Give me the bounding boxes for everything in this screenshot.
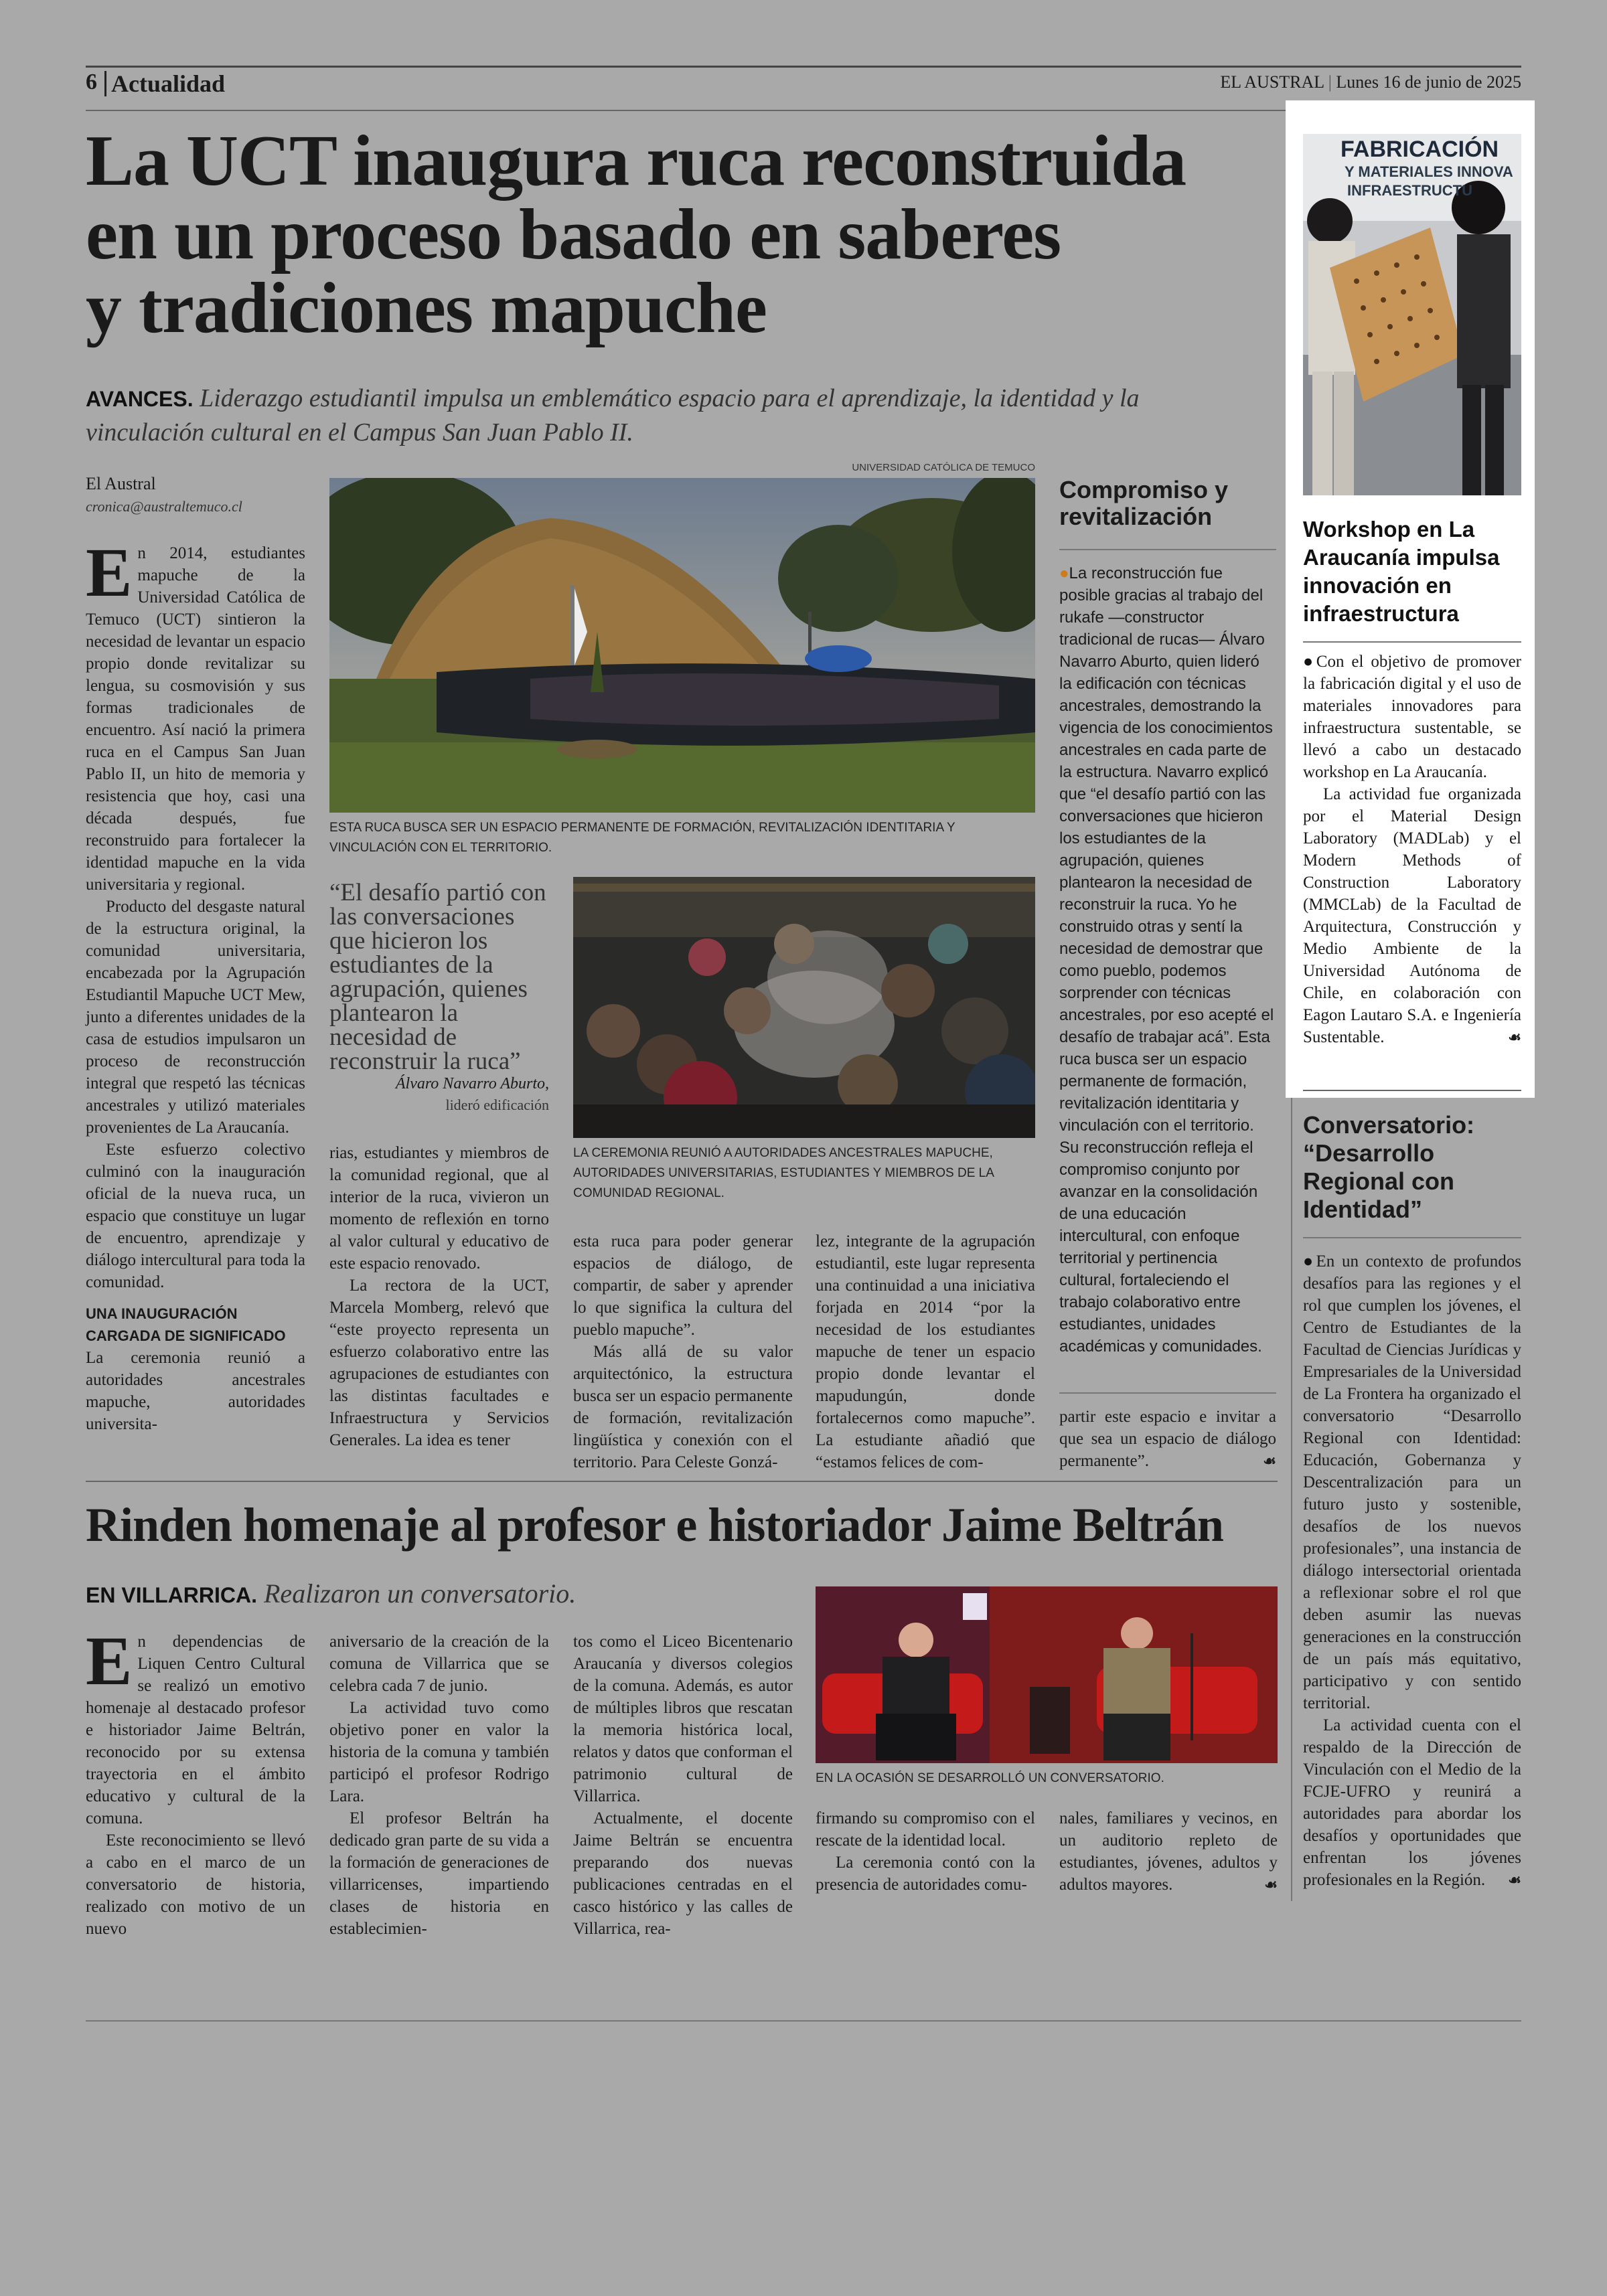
photo-credit: UNIVERSIDAD CATÓLICA DE TEMUCO	[852, 462, 1035, 473]
end-mark-icon: ☙	[1263, 1453, 1276, 1469]
paragraph: En un contexto de profundos desafíos para las regiones y el rol que cumplen los jóvenes, el Centro de Estudiantes de la Facultad de Ciencias Jurídicas y Empresariales de la Universidad de La Frontera ha organizado el conversatorio “Desarrollo Regional con Identidad: Educación, Gobernanza y Descentralización para un futuro justo y sostenible, desafíos de los nuevos profesionales”, una instancia de diálogo intersectorial orientada a reflexionar sobre el rol que deben asumir las nuevas generaciones en la construcción de un país más equitativo, participativo y con sentido territorial.	[1303, 1252, 1521, 1712]
bullet-icon: ●	[1303, 1252, 1316, 1270]
paragraph: rias, estudiantes y miembros de la comunidad regional, que al interior de la ruca, vivieron un momento de reflexión en torno al valor cultural y educativo de este espacio renovado.	[329, 1144, 549, 1273]
article-column-4	[816, 1230, 1035, 1473]
page-number: 6	[86, 70, 97, 94]
second-column-2	[329, 1631, 549, 1940]
byline-email: cronica@australtemuco.cl	[86, 498, 242, 515]
second-headline: Rinden homenaje al profesor e historiador Jaime Beltrán	[86, 1498, 1223, 1552]
workshop-title: Workshop en La Araucanía impulsa innovación en infraestructura	[1303, 517, 1500, 626]
kicker: EN VILLARRICA.	[86, 1583, 257, 1607]
paragraph: aniversario de la creación de la comuna de Villarrica que se celebra cada 7 de junio.	[329, 1633, 549, 1695]
workshop-body	[1303, 651, 1521, 1048]
second-column-5	[1059, 1807, 1278, 1896]
photo1-caption: ESTA RUCA BUSCA SER UN ESPACIO PERMANENTE DE FORMACIÓN, REVITALIZACIÓN IDENTITARIA Y VINCULACIÓN CON EL TERRITORIO.	[329, 821, 955, 855]
paragraph: Más allá de su valor arquitectónico, la estructura busca ser un espacio permanente de formación, revitalización lingüística y conexión con el territorio. Para Celeste Gonzá-	[573, 1343, 793, 1471]
paragraph: n dependencias de Liquen Centro Cultural se realizó un emotivo homenaje al destacado profesor e historiador Jaime Beltrán, reconocido por su extensa trayectoria en el ámbito educativo y cultural de la comuna.	[86, 1633, 305, 1827]
workshop-banner-line-2: Y MATERIALES INNOVA	[1345, 163, 1513, 180]
bullet-icon: ●	[1303, 653, 1316, 671]
issue-date: Lunes 16 de junio de 2025	[1336, 72, 1521, 92]
conversatorio-title: Conversatorio: “Desarrollo Regional con Identidad”	[1303, 1111, 1475, 1223]
paragraph: esta ruca para poder generar espacios de diálogo, de compartir, de saber y aprender lo que significa la cultura del pueblo mapuche”.	[573, 1232, 793, 1339]
headline-line-1: La UCT inaugura ruca reconstruida	[86, 121, 1187, 201]
dropcap: E	[86, 1623, 133, 1700]
article-column-2	[329, 1142, 549, 1451]
paragraph: La rectora de la UCT, Marcela Momberg, relevó que “este proyecto representa un esfuerzo colaborativo entre las agrupaciones de estudiantes con las distintas facultades e Infraestructura y Servicios Generales. La idea es tener	[329, 1277, 549, 1449]
paragraph: Actualmente, el docente Jaime Beltrán se encuentra preparando dos nuevas publicaciones centradas en el casco histórico y las calles de Villarrica, rea-	[573, 1809, 793, 1938]
paragraph: Este esfuerzo colectivo culminó con la inauguración oficial de la nueva ruca, un espacio que constituye un lugar de encuentro, aprendizaje y diálogo intercultural para toda la comunidad.	[86, 1141, 305, 1291]
byline-name: El Austral	[86, 474, 156, 493]
paragraph: La actividad cuenta con el respaldo de la Dirección de Vinculación con el Medio de la FCJE-UFRO y reunirá a autoridades para abordar los desafíos y oportunidades que enfrentan los jóvenes profesionales en la Región.	[1303, 1716, 1521, 1889]
pull-quote-author: Álvaro Navarro Aburto,	[395, 1075, 549, 1092]
paragraph: La actividad tuvo como objetivo poner en valor la historia de la comuna y también participó el profesor Rodrigo Lara.	[329, 1699, 549, 1805]
bullet-icon: ●	[1059, 564, 1069, 582]
pull-quote-role: lideró edificación	[445, 1096, 549, 1113]
workshop-photo	[1303, 134, 1521, 495]
main-deck	[86, 382, 1197, 449]
paragraph: partir este espacio e invitar a que sea un espacio de diálogo permanente”.	[1059, 1408, 1276, 1470]
main-headline	[86, 121, 1271, 348]
end-mark-icon: ☙	[1508, 1872, 1521, 1888]
headline-line-2: en un proceso basado en saberes	[86, 195, 1061, 274]
article-column-1	[86, 534, 305, 1435]
conversatorio-body	[1303, 1250, 1521, 1891]
article-column-3	[573, 1230, 793, 1473]
headline-line-3: y tradiciones mapuche	[86, 268, 767, 348]
second-deck	[86, 1577, 789, 1612]
deck-text: Realizaron un conversatorio.	[264, 1578, 577, 1609]
paragraph: tos como el Liceo Bicentenario Araucanía y diversos colegios de la comuna. Además, es autor de múltiples libros que rescatan la memoria histórica local, relatos y datos que conforman el patrimonio cultural de Villarrica.	[573, 1633, 793, 1805]
paragraph: firmando su compromiso con el rescate de la identidad local.	[816, 1809, 1035, 1850]
paper-name: EL AUSTRAL	[1220, 72, 1324, 92]
paragraph: La ceremonia reunió a autoridades ancestrales mapuche, autoridades universita-	[86, 1349, 305, 1433]
paragraph: El profesor Beltrán ha dedicado gran parte de su vida a la formación de generaciones de villarricenses, impartiendo clases de historia en establecimien-	[329, 1809, 549, 1938]
section-label: Actualidad	[111, 70, 226, 97]
box-text	[1059, 562, 1276, 1358]
paragraph: n 2014, estudiantes mapuche de la Universidad Católica de Temuco (UCT) sintieron la necesidad de levantar un espacio propio donde revitalizar su lengua, su cosmovisión y sus formas tradicionales de encuentro. Así nació la primera ruca en el Campus San Juan Pablo II, un hito de memoria y resistencia que hoy, casi una década después, fue reconstruido para fortalecer la identidad mapuche en la vida universitaria y regional.	[86, 544, 305, 894]
ruca-exterior-photo	[329, 478, 1035, 813]
second-column-3	[573, 1631, 793, 1940]
box-tail	[1059, 1406, 1276, 1472]
paragraph: La ceremonia contó con la presencia de autoridades comu-	[816, 1854, 1035, 1894]
paragraph: Producto del desgaste natural de la estructura original, la comunidad universitaria, encabezada por la Agrupación Estudiantil Mapuche UCT Mew, junto a diferentes unidades de la casa de estudios impulsaron un proceso de reconstrucción integral que respetó las técnicas ancestrales y utilizó materiales provenientes de La Araucanía.	[86, 898, 305, 1137]
conversatorio-photo	[816, 1586, 1278, 1763]
photo2-caption: LA CEREMONIA REUNIÓ A AUTORIDADES ANCESTRALES MAPUCHE, AUTORIDADES UNIVERSITARIAS, ESTUDIANTES Y MIEMBROS DE LA COMUNIDAD REGIONAL.	[573, 1146, 994, 1200]
masthead-date-line: EL AUSTRAL | Lunes 16 de junio de 2025	[1220, 72, 1521, 92]
second-column-1	[86, 1623, 305, 1940]
paragraph: Con el objetivo de promover la fabricación digital y el uso de materiales innovadores para infraestructura sustentable, se llevó a cabo un destacado workshop en La Araucanía.	[1303, 653, 1521, 781]
subhead: UNA INAUGURACIÓN CARGADA DE SIGNIFICADO	[86, 1305, 286, 1344]
box-title: Compromiso y revitalización	[1059, 476, 1229, 530]
kicker: AVANCES.	[86, 387, 194, 411]
workshop-banner-line-3: INFRAESTRUCTU	[1347, 182, 1472, 199]
second-column-4	[816, 1807, 1035, 1896]
end-mark-icon: ☙	[1508, 1029, 1521, 1046]
photo3-caption: EN LA OCASIÓN SE DESARROLLÓ UN CONVERSATORIO.	[816, 1771, 1164, 1785]
paragraph: Este reconocimiento se llevó a cabo en el marco de un conversatorio de historia, realizado con motivo de un nuevo	[86, 1831, 305, 1938]
end-mark-icon: ☙	[1264, 1876, 1278, 1893]
paragraph: lez, integrante de la agrupación estudiantil, este lugar representa una continuidad a una iniciativa forjada en 2014 “por la necesidad de los estudiantes mapuche de tener un espacio propio donde levantar el mapudungún, donde fortalecernos como mapuche”. La estudiante añadió que “estamos felices de com-	[816, 1232, 1035, 1471]
paragraph: La actividad fue organizada por el Material Design Laboratory (MADLab) y el Modern Methods of Construction Laboratory (MMCLab) de la Facultad de Arquitectura, Construcción y Medio Ambiente de la Universidad Autónoma de Chile, en colaboración con Eagon Lautaro S.A. e Ingeniería Sustentable.	[1303, 785, 1521, 1046]
ceremony-interior-photo	[573, 877, 1035, 1138]
paragraph: La reconstrucción fue posible gracias al trabajo del rukafe —constructor tradicional de rucas— Álvaro Navarro Aburto, quien lideró la edificación con técnicas ancestrales, demostrando la vigencia de los conocimientos ancestrales en cada parte de la estructura. Navarro explicó que “el desafío partió con las conversaciones que hicieron los estudiantes de la agrupación, quienes plantearon la necesidad de reconstruir la ruca. Yo he construido otras y sentí la necesidad de demostrar que como pueblo, podemos sorprender con técnicas ancestrales, por eso acepté el desafío de trabajar acá”. Esta ruca busca ser un espacio permanente de formación, revitalización identitaria y vinculación con el territorio. Su reconstrucción refleja el compromiso conjunto por avanzar en la consolidación de una educación intercultural, con enfoque territorial y pertinencia cultural, fortaleciendo el trabajo colaborativo entre estudiantes, unidades académicas y comunidades.	[1059, 564, 1274, 1356]
paragraph: nales, familiares y vecinos, en un auditorio repleto de estudiantes, jóvenes, adultos y adultos mayores.	[1059, 1809, 1278, 1894]
pull-quote: “El desafío partió con las conversaciones que hicieron los estudiantes de la agrupación, quienes plantearon la necesidad de reconstruir la ruca”	[329, 879, 546, 1075]
deck-text: Liderazgo estudiantil impulsa un emblemático espacio para el aprendizaje, la identidad y la vinculación cultural en el Campus San Juan Pablo II.	[86, 384, 1140, 446]
workshop-banner-line-1: FABRICACIÓN	[1341, 137, 1499, 162]
dropcap: E	[86, 534, 133, 611]
